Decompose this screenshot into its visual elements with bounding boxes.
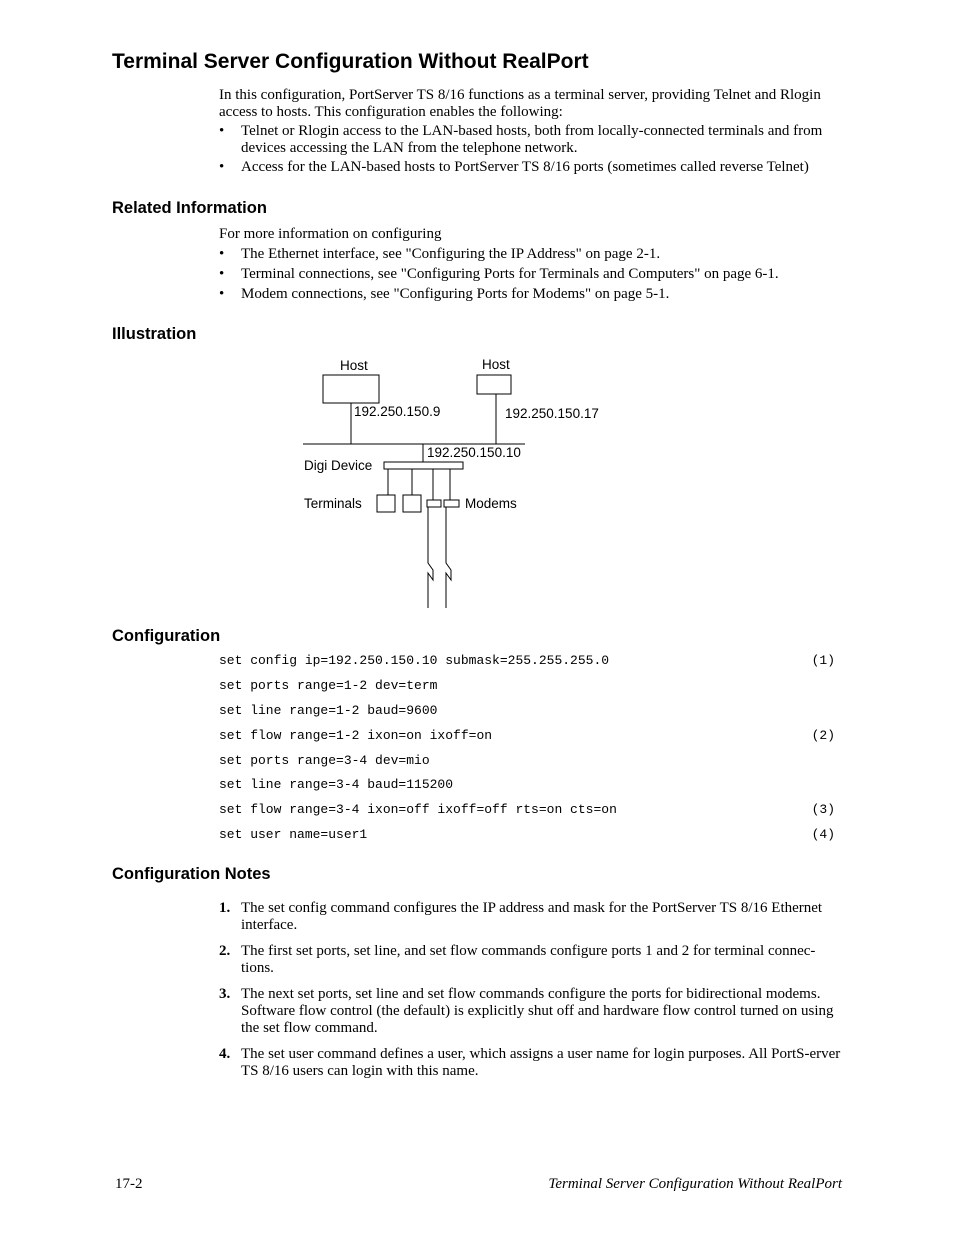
code-line: set line range=3-4 baud=115200 (219, 777, 454, 793)
host1-ip: 192.250.150.9 (354, 404, 441, 419)
host2-ip: 192.250.150.17 (505, 406, 599, 421)
code-line: set user name=user1 (4) (219, 827, 835, 843)
configuration-commands (219, 651, 839, 850)
intro-bullet-list (219, 123, 844, 176)
host2-label: Host (482, 357, 510, 372)
list-item: • Access for the LAN-based hosts to PortServer TS 8/16 ports (sometimes called reverse Telnet) (219, 159, 809, 175)
list-item: 2. The first set ports, set line, and set flow commands configure ports 1 and 2 for terminal connec-tions. (219, 943, 816, 976)
list-item: 3. The next set ports, set line and set flow commands configure the ports for bidirectional modems. Software flow control (the default) is explicitly shut off and hardware flow control turned on using the set flow command. (219, 986, 834, 1036)
notes-heading: Configuration Notes (112, 865, 271, 883)
digi-device-box (384, 462, 463, 469)
list-item: • The Ethernet interface, see "Configuring the IP Address" on page 2-1. (219, 246, 661, 262)
related-heading: Related Information (112, 199, 267, 217)
modem-1-box (427, 500, 441, 507)
host2-box (477, 375, 511, 394)
code-line: set flow range=1-2 ixon=on ixoff=on (2) (219, 727, 835, 743)
code-line: set line range=1-2 baud=9600 (219, 702, 438, 718)
code-line: set ports range=3-4 dev=mio (219, 752, 430, 768)
device-label: Digi Device (304, 458, 373, 473)
page-title: Terminal Server Configuration Without RealPort (112, 50, 589, 73)
intro-section (219, 87, 844, 176)
device-ip: 192.250.150.10 (427, 445, 521, 460)
network-diagram (290, 350, 610, 615)
notes-list (219, 900, 844, 1089)
modems-label: Modems (465, 496, 517, 511)
list-item: • Terminal connections, see "Configuring Ports for Terminals and Computers" on page 6-1. (219, 266, 779, 282)
host1-label: Host (340, 358, 368, 373)
list-item: • Telnet or Rlogin access to the LAN-based hosts, both from locally-connected terminals and from devices accessing the LAN from the telephone network. (219, 123, 823, 156)
code-line: set flow range=3-4 ixon=off ixoff=off rts=on cts=on (3) (219, 802, 835, 818)
terminal-1-box (377, 495, 395, 512)
list-item: • Modem connections, see "Configuring Ports for Modems" on page 5-1. (219, 286, 670, 302)
configuration-heading: Configuration (112, 627, 221, 645)
code-line: set ports range=1-2 dev=term (219, 677, 438, 693)
code-line: set config ip=192.250.150.10 submask=255.255.255.0 (1) (219, 653, 835, 668)
related-section (219, 226, 844, 303)
list-item: 4. The set user command defines a user, which assigns a user name for login purposes. All PortS-erver TS 8/16 users can login with this name. (219, 1046, 841, 1079)
list-item: 1. The set config command configures the IP address and mask for the PortServer TS 8/16 Ethernet interface. (219, 900, 823, 933)
phone-line-2 (446, 507, 451, 608)
terminals-label: Terminals (304, 496, 362, 511)
page-number: 17-2 (115, 1176, 143, 1192)
phone-line-1 (428, 507, 433, 608)
terminal-2-box (403, 495, 421, 512)
illustration-heading: Illustration (112, 325, 197, 343)
running-title: Terminal Server Configuration Without RealPort (548, 1176, 842, 1192)
related-text: For more information on configuring (219, 226, 442, 242)
intro-text: In this configuration, PortServer TS 8/16 functions as a terminal server, providing Telnet and Rlogin access to hosts. This configuration enables the following: (219, 87, 821, 120)
host1-box (323, 375, 379, 403)
related-bullet-list (219, 246, 844, 303)
modem-2-box (444, 500, 459, 507)
